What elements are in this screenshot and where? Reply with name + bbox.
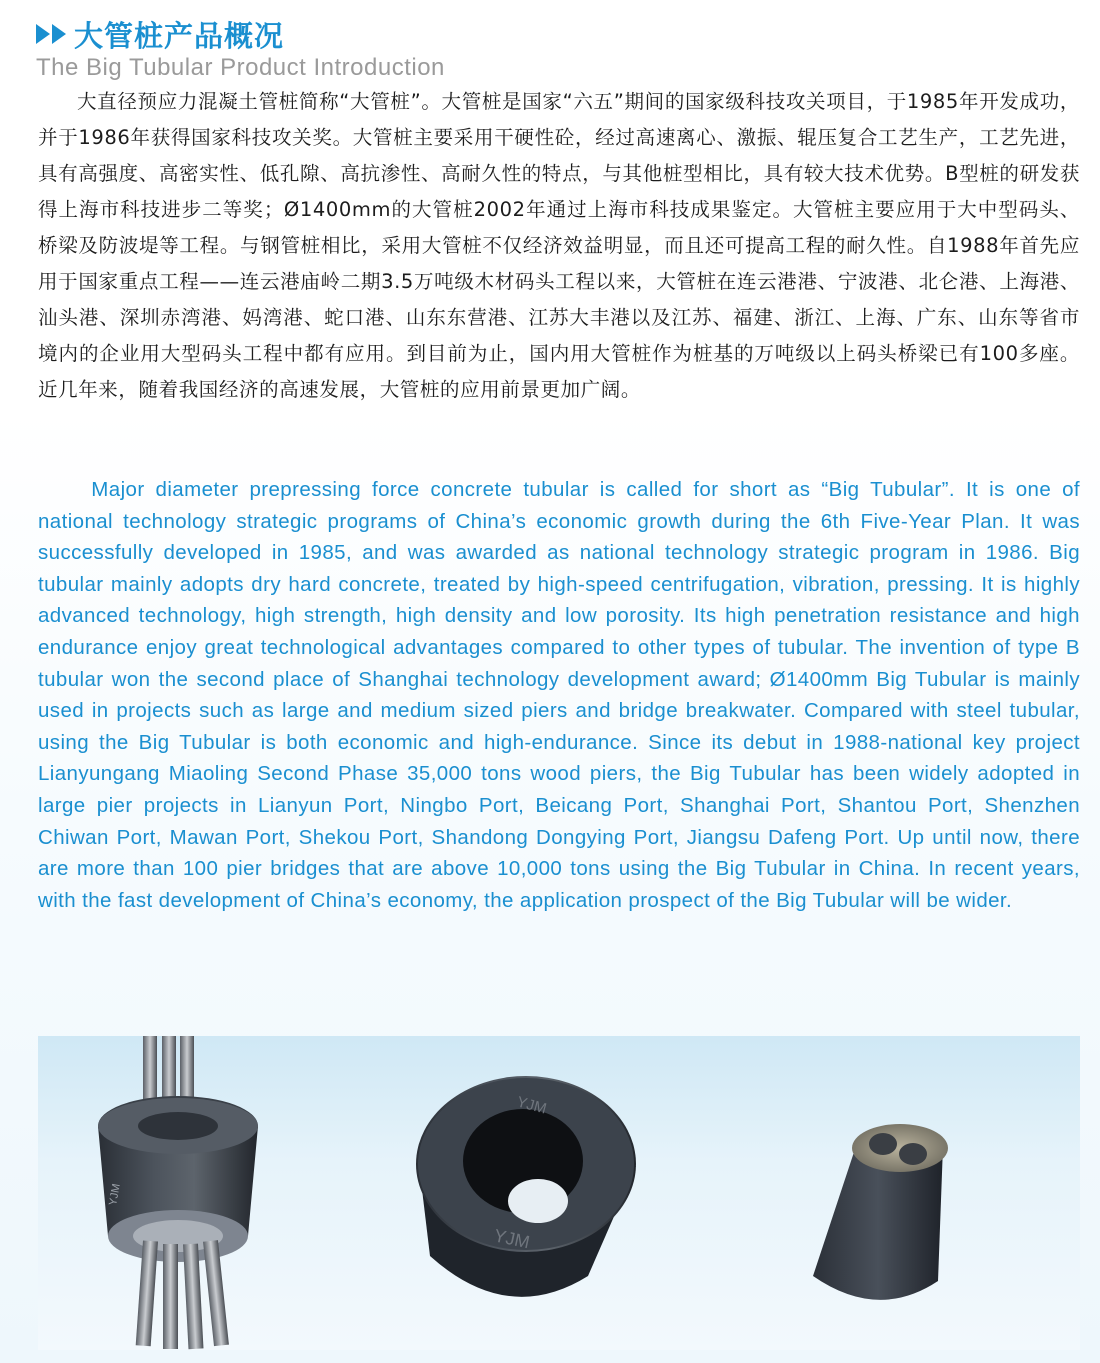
product-photos xyxy=(38,1036,1080,1350)
anchor-marking-3: YJM xyxy=(492,1225,532,1253)
page-header xyxy=(36,14,445,82)
page-title-english: The Big Tubular Product Introduction xyxy=(36,54,445,81)
english-paragraph: Major diameter prepressing force concrete tubular is called for short as “Big Tubular”. It is one of national technology strategic programs of China’s economic growth during the 6th Five-Year Plan. It was successfully developed in 1985, and was awarded as national technology strategic program in 1986. Big tubular mainly adopts dry hard concrete, treated by high-speed centrifugation, vibration, pressing. It is highly advanced technology, high strength, high density and low porosity. Its high penetration resistance and high endurance enjoy great technological advantages compared to other types of tubular. The invention of type B tubular won the second place of Shanghai technology development award; Ø1400mm Big Tubular is mainly used in projects such as large and medium sized piers and bridge breakwater. Compared with steel tubular, using the Big Tubular is both economic and high-endurance. Since its debut in 1988-national key project Lianyungang Miaoling Second Phase 35,000 tons wood piers, the Big Tubular has been widely adopted in large pier projects in Lianyun Port, Ningbo Port, Beicang Port, Shanghai Port, Shantou Port, Shenzhen Chiwan Port, Mawan Port, Shekou Port, Shandong Dongying Port, Jiangsu Dafeng Port. Up until now, there are more than 100 pier bridges that are above 10,000 tons using the Big Tubular in China. In recent years, with the fast development of China’s economy, the application prospect of the Big Tubular will be wider. xyxy=(38,478,1080,912)
product-photo-strip xyxy=(38,1036,1080,1350)
page-title-chinese: 大管桩产品概况 xyxy=(74,18,285,53)
anchor-marking-1: YJM xyxy=(107,1182,123,1207)
title-row xyxy=(36,14,445,54)
double-arrow-icon xyxy=(36,24,68,44)
anchor-ring-photo xyxy=(416,1076,636,1297)
anchor-marking-2: YJM xyxy=(514,1093,549,1118)
arrow-icon-1 xyxy=(36,24,50,44)
arrow-icon-2 xyxy=(52,24,66,44)
anchor-with-strands-photo xyxy=(98,1036,258,1349)
chinese-paragraph: 大直径预应力混凝土管桩简称“大管桩”。大管桩是国家“六五”期间的国家级科技攻关项目，于1985年开发成功，并于1986年获得国家科技攻关奖。大管桩主要采用干硬性砼，经过高速离心、激振、辊压复合工艺生产，工艺先进，具有高强度、高密实性、低孔隙、高抗渗性、高耐久性的特点，与其他桩型相比，具有较大技术优势。B型桩的研发获得上海市科技进步二等奖；Ø1400mm的大管桩2002年通过上海市科技成果鉴定。大管桩主要应用于大中型码头、桥梁及防波堤等工程。与钢管桩相比，采用大管桩不仅经济效益明显，而且还可提高工程的耐久性。自1988年首先应用于国家重点工程——连云港庙岭二期3.5万吨级木材码头工程以来，大管桩在连云港港、宁波港、北仑港、上海港、汕头港、深圳赤湾港、妈湾港、蛇口港、山东东营港、江苏大丰港以及江苏、福建、浙江、上海、广东、山东等省市境内的企业用大型码头工程中都有应用。到目前为止，国内用大管桩作为桩基的万吨级以上码头桥梁已有100多座。近几年来，随着我国经济的高速发展，大管桩的应用前景更加广阔。 xyxy=(38,90,1080,401)
cone-wedge-photo xyxy=(813,1124,948,1300)
